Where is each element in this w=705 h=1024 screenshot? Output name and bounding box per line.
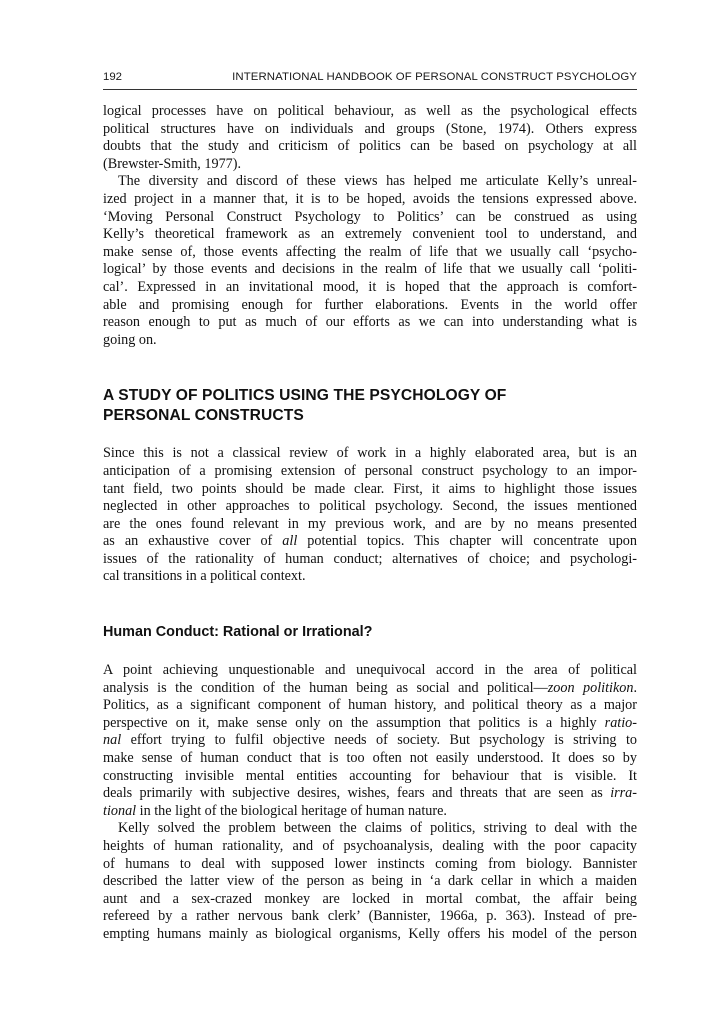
text-span: in the light of the biological heritage of human nature.: [136, 802, 447, 819]
text-line: issues of the rationality of human conduct; alternatives of choice; and psychologi-: [103, 550, 637, 567]
section-heading-line-1: A STUDY OF POLITICS USING THE PSYCHOLOGY OF: [103, 387, 507, 405]
text-line: political structures have on individuals and groups (Stone, 1974). Others express: [103, 120, 637, 137]
text-span: effort trying to fulfil objective needs of society. But psychology is striving to: [121, 732, 637, 749]
text-line: heights of human rationality, and of psychoanalysis, dealing with the poor capacity: [103, 838, 637, 854]
emphasis: tional: [103, 802, 137, 819]
emphasis: ratio-: [604, 714, 637, 731]
text-line: constructing invisible mental entities accounting for behaviour that is visible. It: [103, 767, 637, 784]
text-line: [103, 680, 637, 698]
paragraph-1: [103, 103, 637, 173]
text-line: Kelly solved the problem between the claims of politics, striving to deal with the: [118, 820, 637, 837]
text-line: Kelly’s theoretical framework as an extremely convenient tool to understand, and: [103, 226, 637, 243]
text-line: are the ones found relevant in my previous work, and are by no means presented: [103, 515, 637, 532]
text-line: of humans to deal with supposed lower instincts coming from biology. Bannister: [103, 855, 637, 872]
text-line: doubts that the study and criticism of politics can be based on psychology at all: [103, 138, 637, 155]
running-title: INTERNATIONAL HANDBOOK OF PERSONAL CONSTRUCT PSYCHOLOGY: [232, 71, 637, 83]
text-line: reason enough to put as much of our efforts as we can into understanding what is: [103, 314, 637, 331]
text-line: ‘Moving Personal Construct Psychology to Politics’ can be construed as using: [103, 208, 637, 225]
page-body: [103, 103, 637, 944]
text-line: Since this is not a classical review of work in a highly elaborated area, but is an: [103, 445, 637, 462]
paragraph-5: [103, 820, 637, 943]
text-span: analysis is the condition of the human being as social and political—: [103, 679, 548, 696]
text-span: .: [633, 679, 638, 696]
text-span: as an exhaustive cover of: [103, 533, 283, 550]
paragraph-3: [103, 445, 637, 586]
emphasis: all: [282, 533, 298, 550]
text-line: aunt and a sex-crazed monkey are locked in mortal combat, the affair being: [103, 890, 637, 907]
text-line: make sense of human conduct that is too often not easily understood. It does so by: [103, 750, 637, 767]
text-line: (Brewster-Smith, 1977).: [103, 155, 242, 172]
text-line: [103, 533, 637, 551]
text-line: going on.: [103, 331, 157, 348]
text-line: neglected in other approaches to political psychology. Second, the issues mentioned: [103, 498, 637, 515]
subsection-heading: Human Conduct: Rational or Irrational?: [103, 624, 373, 641]
header-rule: [103, 89, 637, 90]
emphasis: irra-: [610, 785, 637, 802]
paragraph-4: [103, 662, 637, 820]
text-line: logical processes have on political behaviour, as well as the psychological effects: [103, 103, 637, 119]
text-line: The diversity and discord of these views has helped me articulate Kelly’s unreal-: [118, 173, 637, 190]
section-heading-line-2: PERSONAL CONSTRUCTS: [103, 406, 304, 424]
paragraph-2: [103, 173, 637, 349]
running-header: [103, 68, 637, 88]
text-line: able and promising enough for further elaborations. Events in the world offer: [103, 296, 637, 313]
section-heading: [103, 386, 637, 425]
text-line: ized project in a manner that, it is to be hoped, avoids the tensions expressed above.: [103, 190, 637, 207]
text-line: tant field, two points should be made clear. First, it aims to highlight those issues: [103, 480, 637, 497]
text-line: cal transitions in a political context.: [103, 568, 306, 585]
emphasis: zoon politikon: [547, 679, 634, 696]
text-line: [103, 803, 637, 821]
text-line: A point achieving unquestionable and unequivocal accord in the area of political: [103, 662, 637, 679]
text-line: logical’ by those events and decisions in the realm of life that we usually call ‘politi-: [103, 261, 637, 278]
text-line: [103, 732, 637, 750]
page-number: 192: [103, 71, 123, 83]
text-line: [103, 715, 637, 733]
text-line: Politics, as a significant component of human history, and political theory as a major: [103, 697, 637, 714]
text-line: make sense of, those events affecting the realm of life that we usually call ‘psycho-: [103, 243, 637, 260]
text-line: empting humans mainly as biological organisms, Kelly offers his model of the person: [103, 925, 637, 942]
text-line: refereed by a rather nervous bank clerk’ (Bannister, 1966a, p. 363). Instead of pre-: [103, 908, 637, 925]
text-line: cal’. Expressed in an invitational mood, it is hoped that the approach is comfort-: [103, 278, 637, 295]
text-line: [103, 785, 637, 803]
text-line: described the latter view of the person as being in ‘a dark cellar in which a maiden: [103, 873, 637, 890]
text-span: deals primarily with subjective desires, wishes, fears and threats that are seen as: [103, 785, 611, 802]
emphasis: nal: [103, 732, 122, 749]
text-span: perspective on it, make sense only on the assumption that politics is a highly: [103, 714, 605, 731]
text-span: potential topics. This chapter will concentrate upon: [297, 533, 637, 550]
text-line: anticipation of a promising extension of personal construct psychology to an impor-: [103, 462, 637, 479]
